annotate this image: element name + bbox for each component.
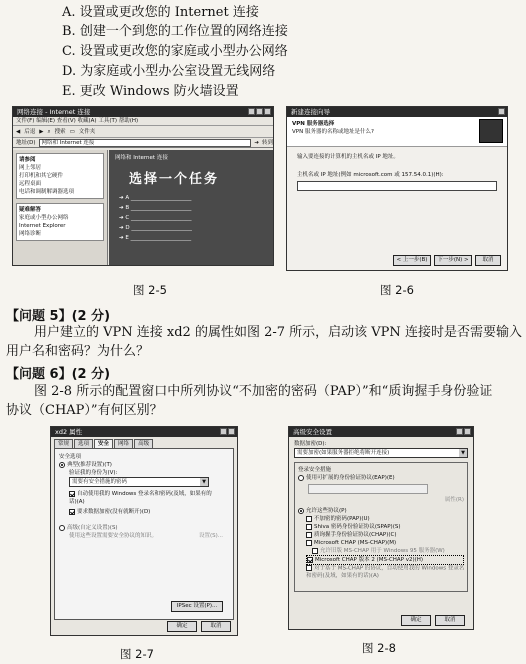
- eap-select[interactable]: [308, 484, 428, 494]
- tab-general[interactable]: 常规: [54, 439, 73, 448]
- forward-icon: ▶: [39, 129, 44, 135]
- next-button[interactable]: 下一步(N) >: [434, 255, 472, 266]
- address-field: 网络和 Internet 连接: [39, 139, 252, 147]
- fig26-buttons: [393, 255, 501, 266]
- q6-line-1: 图 2-8 所示的配置窗口中所列协议“不加密的密码（PAP）”和“质询握手身份验证: [34, 384, 493, 399]
- q5-line-1: 用户建立的 VPN 连接 xd2 的属性如图 2-7 所示，启动该 VPN 连接时是否需要输入: [34, 325, 522, 340]
- minimize-icon: [248, 108, 255, 115]
- tab-security[interactable]: 安全: [94, 439, 113, 448]
- checkbox-icon: [312, 548, 318, 554]
- q6-line-2: 协议（CHAP）”有何区别？: [6, 403, 163, 418]
- radio-off-icon: [298, 475, 304, 481]
- option-e: E. 更改 Windows 防火墙设置: [62, 84, 239, 99]
- host-field-label: 主机名或 IP 地址(例如 microsoft.com 或 157.54.0.1)(H):: [297, 172, 444, 178]
- fig27-tabs: [51, 437, 237, 448]
- protocol-mschap-legacy[interactable]: 允许旧版 MS-CHAP 用于 Windows 95 服务器(W): [312, 547, 464, 555]
- figure-2-6-screenshot: [286, 106, 508, 271]
- security-group-label: 安全选项: [59, 454, 82, 460]
- close-icon: [228, 428, 235, 435]
- task-item: ➔ C ______________________: [119, 215, 192, 221]
- fig28-buttons: [401, 615, 465, 626]
- maximize-icon: [256, 108, 263, 115]
- tab-options[interactable]: 选项: [74, 439, 93, 448]
- auto-logon-text: 对于基于 MS-CHAP 的协议，自动使用我的 Windows 登录名和密码(及域，如果有的话)(A): [306, 565, 465, 579]
- fig26-header: [287, 117, 507, 147]
- radio-eap[interactable]: 使用可扩展的身份验证协议(EAP)(E): [298, 474, 464, 482]
- advanced-desc: 使用这些设置需要安全协议的知识。 设置(S)...: [69, 533, 223, 539]
- fig26-title: 新建连接向导: [291, 108, 330, 116]
- encryption-label: 数据加密(D):: [294, 441, 327, 447]
- go-icon: ➔: [254, 140, 259, 146]
- back-icon: ◀: [16, 129, 21, 135]
- left-section-troubleshoot: 疑难解答: [19, 207, 42, 213]
- fig27-tab-panel: [54, 448, 234, 620]
- radio-typical[interactable]: 典型(推荐设置)(T): [59, 461, 229, 469]
- chevron-down-icon: ▼: [200, 478, 208, 486]
- fig27-titlebar: [51, 427, 237, 437]
- protocol-mschap-v2[interactable]: Microsoft CHAP 版本 2 (MS-CHAP v2)(H): [306, 555, 464, 565]
- ok-button[interactable]: 确定: [401, 615, 431, 626]
- chk-auto-logon[interactable]: 自动使用我的 Windows 登录名和密码(及域，如果有的话)(A): [69, 491, 212, 505]
- chk-require-encryption[interactable]: 要求数据加密(没有就断开)(D): [69, 508, 229, 516]
- caption-2-6: 图 2-6: [380, 283, 414, 297]
- left-item: Internet Explorer: [19, 223, 66, 229]
- task-arrow-icon: ➔: [119, 205, 126, 211]
- option-a: A. 设置或更改您的 Internet 连接: [62, 5, 259, 20]
- checkbox-icon: [306, 565, 312, 571]
- help-icon: [456, 428, 463, 435]
- ipsec-settings-button[interactable]: IPSec 设置(P)...: [171, 601, 223, 612]
- fig26-titlebar: [287, 107, 507, 117]
- folders-label: 文件夹: [78, 129, 96, 135]
- option-d: D. 为家庭或小型办公室设置无线网络: [62, 64, 276, 79]
- ok-button[interactable]: 确定: [167, 621, 197, 632]
- caption-2-8: 图 2-8: [362, 641, 396, 655]
- option-b: B. 创建一个到您的工作位置的网络连接: [62, 24, 288, 39]
- task-arrow-icon: ➔: [119, 215, 126, 221]
- fig25-titlebar: [13, 107, 273, 117]
- help-icon: [220, 428, 227, 435]
- fig27-title: xd2 属性: [55, 428, 83, 436]
- back-label: 后退: [24, 129, 36, 135]
- host-input[interactable]: [297, 181, 497, 191]
- radio-advanced[interactable]: 高级(自定义设置)(S): [59, 524, 229, 532]
- tab-network[interactable]: 网络: [114, 439, 133, 448]
- left-section-see-also: 请参阅: [19, 157, 36, 163]
- fig25-menubar: 文件(F) 编辑(E) 查看(V) 收藏(A) 工具(T) 帮助(H): [13, 117, 273, 126]
- fig27-buttons: [167, 621, 231, 632]
- fig25-title: 网络连接 - Internet 连接: [17, 108, 91, 116]
- cancel-button[interactable]: 取消: [475, 255, 501, 266]
- fig25-toolbar: [13, 126, 273, 138]
- address-label: 地址(D): [16, 140, 36, 146]
- verify-label: 验证我的身份为(V):: [69, 470, 118, 476]
- task-item: ➔ D ______________________: [119, 225, 192, 231]
- fig25-main-pane: [109, 150, 273, 265]
- search-label: 搜索: [54, 129, 66, 135]
- task-item: ➔ A ______________________: [119, 195, 192, 201]
- back-button[interactable]: < 上一步(B): [393, 255, 431, 266]
- logon-group: [294, 462, 468, 592]
- network-wizard-icon: [479, 119, 503, 143]
- verify-select[interactable]: 需要有安全措施的密码 ▼: [69, 477, 209, 487]
- left-item: 打印机和其它硬件: [19, 173, 64, 179]
- figure-2-8-screenshot: [288, 426, 474, 630]
- go-label: 转到: [261, 140, 273, 146]
- left-item: 网络诊断: [19, 231, 42, 237]
- chevron-down-icon: ▼: [459, 449, 467, 457]
- task-item: ➔ B ______________________: [119, 205, 192, 211]
- folder-icon: ▭: [69, 129, 75, 135]
- q5-line-2: 用户名和密码？为什么？: [6, 344, 150, 359]
- task-item: ➔ E ______________________: [119, 235, 192, 241]
- encryption-select[interactable]: 需要加密(如果服务器拒绝将断开连接) ▼: [294, 448, 468, 458]
- radio-on-icon: [59, 462, 65, 468]
- panel-head: 网络和 Internet 连接: [115, 155, 168, 161]
- q5-heading: 【问题 5】(2 分): [6, 309, 111, 324]
- checkbox-icon: [306, 532, 312, 538]
- checkbox-icon: [306, 516, 312, 522]
- tab-advanced[interactable]: 高级: [134, 439, 153, 448]
- properties-button[interactable]: 属性(R): [444, 497, 464, 503]
- radio-allow-protocols[interactable]: 允许这些协议(P): [298, 507, 464, 515]
- radio-on-icon: [298, 508, 304, 514]
- task-arrow-icon: ➔: [119, 235, 126, 241]
- header-title: VPN 服务器选择: [292, 121, 335, 127]
- option-c: C. 设置或更改您的家庭或小型办公网络: [62, 44, 288, 59]
- fig25-left-pane: [13, 150, 108, 265]
- close-icon: [498, 108, 505, 115]
- caption-2-7: 图 2-7: [120, 647, 154, 661]
- figure-2-5-screenshot: [12, 106, 274, 266]
- protocol-pap[interactable]: 不加密的密码(PAP)(U): [306, 515, 464, 523]
- left-item: 网上邻居: [19, 165, 42, 171]
- fig25-addressbar: [13, 138, 273, 148]
- fig28-title: 高级安全设置: [293, 428, 332, 436]
- protocol-mschap[interactable]: Microsoft CHAP (MS-CHAP)(M): [306, 539, 464, 547]
- search-icon: ⌕: [47, 129, 51, 135]
- checkbox-icon: [306, 524, 312, 530]
- checkbox-icon: [306, 540, 312, 546]
- radio-off-icon: [59, 525, 65, 531]
- protocol-chap[interactable]: 质询握手身份验证协议(CHAP)(C): [306, 531, 464, 539]
- settings-button: 设置(S)...: [198, 533, 223, 539]
- close-icon: [264, 108, 271, 115]
- figure-2-7-screenshot: [50, 426, 238, 636]
- protocol-spap[interactable]: Shiva 密码身份验证协议(SPAP)(S): [306, 523, 464, 531]
- checkbox-checked-icon: [69, 509, 75, 515]
- checkbox-checked-icon: [69, 491, 75, 497]
- logon-group-label: 登录安全措施: [298, 467, 332, 473]
- cancel-button[interactable]: 取消: [435, 615, 465, 626]
- left-item: 家庭或小型办公网络: [19, 215, 69, 221]
- fig28-titlebar: [289, 427, 473, 437]
- cancel-button[interactable]: 取消: [201, 621, 231, 632]
- left-item: 远程桌面: [19, 181, 42, 187]
- task-arrow-icon: ➔: [119, 195, 126, 201]
- checkbox-checked-icon: [307, 557, 313, 563]
- close-icon: [464, 428, 471, 435]
- task-arrow-icon: ➔: [119, 225, 126, 231]
- q6-heading: 【问题 6】(2 分): [6, 367, 111, 382]
- header-subtitle: VPN 服务器的名称或地址是什么?: [292, 129, 374, 135]
- caption-2-5: 图 2-5: [133, 283, 167, 297]
- task-title: 选择一个任务: [129, 172, 220, 187]
- left-item: 电话和调制解调器选项: [19, 189, 75, 195]
- prompt-text: 输入要连接的计算机的主机名或 IP 地址。: [297, 154, 399, 160]
